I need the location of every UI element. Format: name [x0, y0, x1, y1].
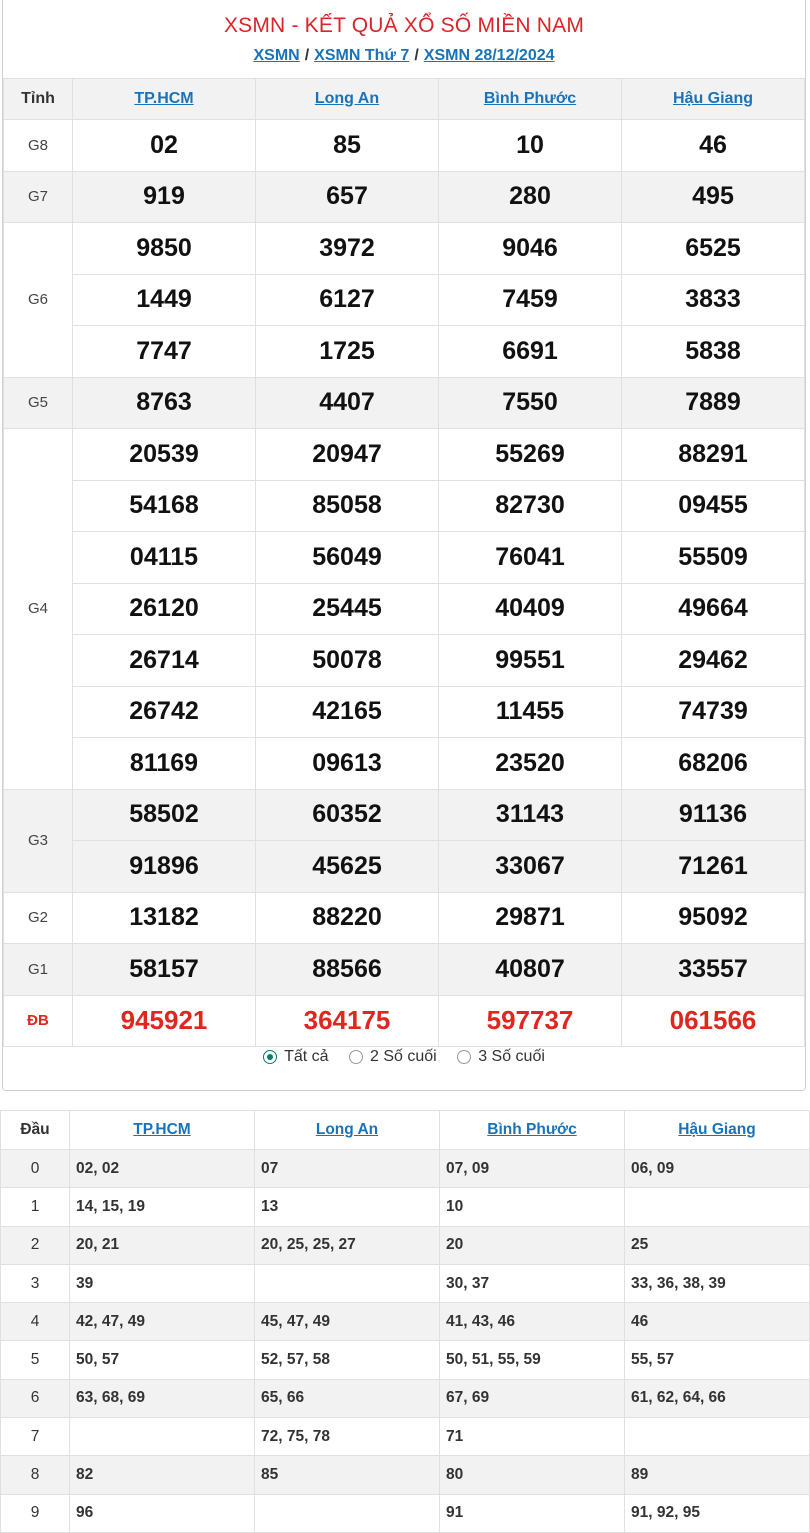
loto-values — [70, 1418, 255, 1456]
prize-row — [4, 326, 805, 378]
prize-label: G2 — [4, 892, 73, 944]
filter-option-last-2[interactable] — [349, 1048, 437, 1066]
loto-values: 41, 43, 46 — [440, 1303, 625, 1341]
prize-row — [4, 738, 805, 790]
prize-number: 31143 — [439, 789, 622, 841]
results-header — [3, 0, 805, 78]
prize-number: 88566 — [256, 944, 439, 996]
prize-number: 45625 — [256, 841, 439, 893]
prize-label: G7 — [4, 171, 73, 223]
col-header-province — [439, 79, 622, 120]
loto-values: 30, 37 — [440, 1264, 625, 1302]
breadcrumb-separator: / — [304, 47, 310, 64]
head-digit: 1 — [1, 1188, 70, 1226]
prize-number: 657 — [256, 171, 439, 223]
loto-head-table — [0, 1110, 810, 1533]
col-header-province — [622, 79, 805, 120]
head-digit: 4 — [1, 1303, 70, 1341]
prize-label: G8 — [4, 120, 73, 172]
prize-number: 9850 — [73, 223, 256, 275]
loto-values: 71 — [440, 1418, 625, 1456]
loto-values: 65, 66 — [255, 1379, 440, 1417]
special-prize-number: 364175 — [256, 995, 439, 1047]
loto-values: 25 — [625, 1226, 810, 1264]
loto-row — [1, 1226, 810, 1264]
loto-values: 42, 47, 49 — [70, 1303, 255, 1341]
prize-number: 58502 — [73, 789, 256, 841]
loto-values: 20, 21 — [70, 1226, 255, 1264]
prize-number: 25445 — [256, 583, 439, 635]
province-link-tphcm[interactable]: TP.HCM — [134, 90, 194, 107]
col-header-province — [440, 1111, 625, 1150]
prize-number: 76041 — [439, 532, 622, 584]
col-header-province — [70, 1111, 255, 1150]
loto-row — [1, 1456, 810, 1494]
loto-values — [625, 1418, 810, 1456]
special-prize-number: 597737 — [439, 995, 622, 1047]
loto-values: 07, 09 — [440, 1150, 625, 1188]
prize-number: 54168 — [73, 480, 256, 532]
head-digit: 2 — [1, 1226, 70, 1264]
breadcrumb-date-link[interactable]: XSMN 28/12/2024 — [423, 47, 555, 64]
filter-option-label: 2 Số cuối — [370, 1048, 437, 1065]
results-body — [4, 120, 805, 1047]
head-digit: 5 — [1, 1341, 70, 1379]
loto-body — [1, 1150, 810, 1533]
prize-number: 82730 — [439, 480, 622, 532]
loto-values: 67, 69 — [440, 1379, 625, 1417]
breadcrumb-xsmn-thu7-link[interactable]: XSMN Thứ 7 — [314, 47, 410, 64]
prize-number: 7550 — [439, 377, 622, 429]
col-header-province — [73, 79, 256, 120]
prize-number: 20947 — [256, 429, 439, 481]
prize-number: 04115 — [73, 532, 256, 584]
prize-number: 91896 — [73, 841, 256, 893]
prize-number: 02 — [73, 120, 256, 172]
prize-label: G1 — [4, 944, 73, 996]
head-digit: 8 — [1, 1456, 70, 1494]
prize-row — [4, 120, 805, 172]
prize-number: 6691 — [439, 326, 622, 378]
filter-option-all[interactable] — [263, 1048, 328, 1066]
prize-label: ĐB — [4, 995, 73, 1047]
prize-row — [4, 841, 805, 893]
filter-option-last-3[interactable] — [457, 1048, 545, 1066]
prize-row — [4, 635, 805, 687]
radio-unselected-icon[interactable] — [457, 1050, 471, 1064]
prize-number: 74739 — [622, 686, 805, 738]
prize-row — [4, 686, 805, 738]
loto-values: 06, 09 — [625, 1150, 810, 1188]
loto-values: 72, 75, 78 — [255, 1418, 440, 1456]
loto-values: 85 — [255, 1456, 440, 1494]
loto-values: 52, 57, 58 — [255, 1341, 440, 1379]
special-prize-number: 945921 — [73, 995, 256, 1047]
loto-values: 50, 51, 55, 59 — [440, 1341, 625, 1379]
loto-values: 02, 02 — [70, 1150, 255, 1188]
prize-number: 40409 — [439, 583, 622, 635]
prize-number: 33557 — [622, 944, 805, 996]
loto-row — [1, 1379, 810, 1417]
loto-row — [1, 1188, 810, 1226]
province-link-long-an[interactable]: Long An — [315, 1121, 379, 1138]
prize-number: 26120 — [73, 583, 256, 635]
loto-values: 82 — [70, 1456, 255, 1494]
loto-values: 14, 15, 19 — [70, 1188, 255, 1226]
radio-selected-icon[interactable] — [263, 1050, 277, 1064]
prize-number: 68206 — [622, 738, 805, 790]
prize-number: 88291 — [622, 429, 805, 481]
results-card — [2, 0, 806, 1091]
results-table — [3, 78, 805, 1047]
head-digit: 7 — [1, 1418, 70, 1456]
head-digit: 6 — [1, 1379, 70, 1417]
prize-number: 49664 — [622, 583, 805, 635]
loto-values: 80 — [440, 1456, 625, 1494]
prize-number: 280 — [439, 171, 622, 223]
prize-number: 10 — [439, 120, 622, 172]
loto-row — [1, 1150, 810, 1188]
prize-number: 95092 — [622, 892, 805, 944]
loto-values: 63, 68, 69 — [70, 1379, 255, 1417]
prize-number: 6127 — [256, 274, 439, 326]
loto-values: 55, 57 — [625, 1341, 810, 1379]
prize-row — [4, 171, 805, 223]
prize-row — [4, 892, 805, 944]
prize-number: 99551 — [439, 635, 622, 687]
prize-number: 11455 — [439, 686, 622, 738]
breadcrumb — [3, 46, 805, 66]
prize-number: 33067 — [439, 841, 622, 893]
col-header-province — [625, 1111, 810, 1150]
prize-label: G4 — [4, 429, 73, 790]
prize-number: 7747 — [73, 326, 256, 378]
prize-number: 81169 — [73, 738, 256, 790]
province-link-binh-phuoc[interactable]: Bình Phước — [487, 1121, 577, 1138]
digits-filter — [3, 1048, 805, 1069]
head-digit: 3 — [1, 1264, 70, 1302]
col-header-dau: Đầu — [1, 1111, 70, 1150]
results-header-row — [4, 79, 805, 120]
prize-number: 1449 — [73, 274, 256, 326]
col-header-province — [255, 1111, 440, 1150]
prize-number: 9046 — [439, 223, 622, 275]
prize-number: 6525 — [622, 223, 805, 275]
loto-values: 61, 62, 64, 66 — [625, 1379, 810, 1417]
prize-number: 26742 — [73, 686, 256, 738]
head-digit: 9 — [1, 1494, 70, 1532]
loto-row — [1, 1494, 810, 1532]
prize-number: 29462 — [622, 635, 805, 687]
prize-number: 55509 — [622, 532, 805, 584]
prize-number: 29871 — [439, 892, 622, 944]
prize-number: 91136 — [622, 789, 805, 841]
prize-number: 3833 — [622, 274, 805, 326]
prize-row — [4, 789, 805, 841]
loto-values: 39 — [70, 1264, 255, 1302]
page-title: XSMN - KẾT QUẢ XỔ SỐ MIỀN NAM — [223, 14, 585, 37]
head-digit: 0 — [1, 1150, 70, 1188]
prize-number: 46 — [622, 120, 805, 172]
loto-values: 13 — [255, 1188, 440, 1226]
prize-number: 40807 — [439, 944, 622, 996]
col-header-province — [256, 79, 439, 120]
prize-row — [4, 429, 805, 481]
province-link-tphcm[interactable]: TP.HCM — [133, 1121, 191, 1138]
loto-values: 89 — [625, 1456, 810, 1494]
prize-number: 4407 — [256, 377, 439, 429]
prize-row — [4, 583, 805, 635]
prize-number: 09455 — [622, 480, 805, 532]
loto-values: 45, 47, 49 — [255, 1303, 440, 1341]
prize-row — [4, 377, 805, 429]
loto-values: 10 — [440, 1188, 625, 1226]
breadcrumb-xsmn-link[interactable]: XSMN — [253, 47, 300, 64]
prize-number: 8763 — [73, 377, 256, 429]
loto-values: 46 — [625, 1303, 810, 1341]
prize-number: 88220 — [256, 892, 439, 944]
loto-row — [1, 1303, 810, 1341]
prize-number: 42165 — [256, 686, 439, 738]
prize-number: 85058 — [256, 480, 439, 532]
province-link-hau-giang[interactable]: Hậu Giang — [678, 1121, 756, 1138]
loto-values: 20, 25, 25, 27 — [255, 1226, 440, 1264]
prize-number: 23520 — [439, 738, 622, 790]
prize-row — [4, 223, 805, 275]
prize-number: 5838 — [622, 326, 805, 378]
prize-label: G3 — [4, 789, 73, 892]
province-link-hau-giang[interactable]: Hậu Giang — [672, 90, 753, 107]
loto-values: 96 — [70, 1494, 255, 1532]
prize-number: 55269 — [439, 429, 622, 481]
prize-number: 60352 — [256, 789, 439, 841]
prize-row — [4, 532, 805, 584]
province-link-binh-phuoc[interactable]: Bình Phước — [483, 90, 577, 107]
prize-number: 50078 — [256, 635, 439, 687]
breadcrumb-separator: / — [414, 47, 419, 64]
special-prize-number: 061566 — [622, 995, 805, 1047]
loto-row — [1, 1341, 810, 1379]
prize-number: 7459 — [439, 274, 622, 326]
loto-values — [625, 1188, 810, 1226]
prize-number: 26714 — [73, 635, 256, 687]
prize-label: G5 — [4, 377, 73, 429]
prize-number: 20539 — [73, 429, 256, 481]
loto-values — [255, 1264, 440, 1302]
loto-values: 07 — [255, 1150, 440, 1188]
prize-number: 09613 — [256, 738, 439, 790]
radio-unselected-icon[interactable] — [349, 1050, 363, 1064]
prize-row — [4, 274, 805, 326]
prize-number: 56049 — [256, 532, 439, 584]
loto-values — [255, 1494, 440, 1532]
prize-number: 85 — [256, 120, 439, 172]
prize-number: 13182 — [73, 892, 256, 944]
prize-row — [4, 480, 805, 532]
prize-number: 495 — [622, 171, 805, 223]
filter-option-label: Tất cả — [284, 1048, 329, 1065]
province-link-long-an[interactable]: Long An — [314, 90, 380, 107]
prize-row — [4, 944, 805, 996]
prize-number: 3972 — [256, 223, 439, 275]
filter-option-label: 3 Số cuối — [478, 1048, 545, 1065]
loto-values: 50, 57 — [70, 1341, 255, 1379]
prize-number: 1725 — [256, 326, 439, 378]
loto-row — [1, 1264, 810, 1302]
loto-values: 91, 92, 95 — [625, 1494, 810, 1532]
loto-row — [1, 1418, 810, 1456]
loto-header-row — [1, 1111, 810, 1150]
prize-number: 71261 — [622, 841, 805, 893]
col-header-tinh: Tỉnh — [4, 79, 73, 120]
prize-number: 919 — [73, 171, 256, 223]
prize-number: 7889 — [622, 377, 805, 429]
loto-values: 20 — [440, 1226, 625, 1264]
prize-number: 58157 — [73, 944, 256, 996]
prize-label: G6 — [4, 223, 73, 378]
prize-row — [4, 995, 805, 1047]
loto-values: 33, 36, 38, 39 — [625, 1264, 810, 1302]
loto-values: 91 — [440, 1494, 625, 1532]
